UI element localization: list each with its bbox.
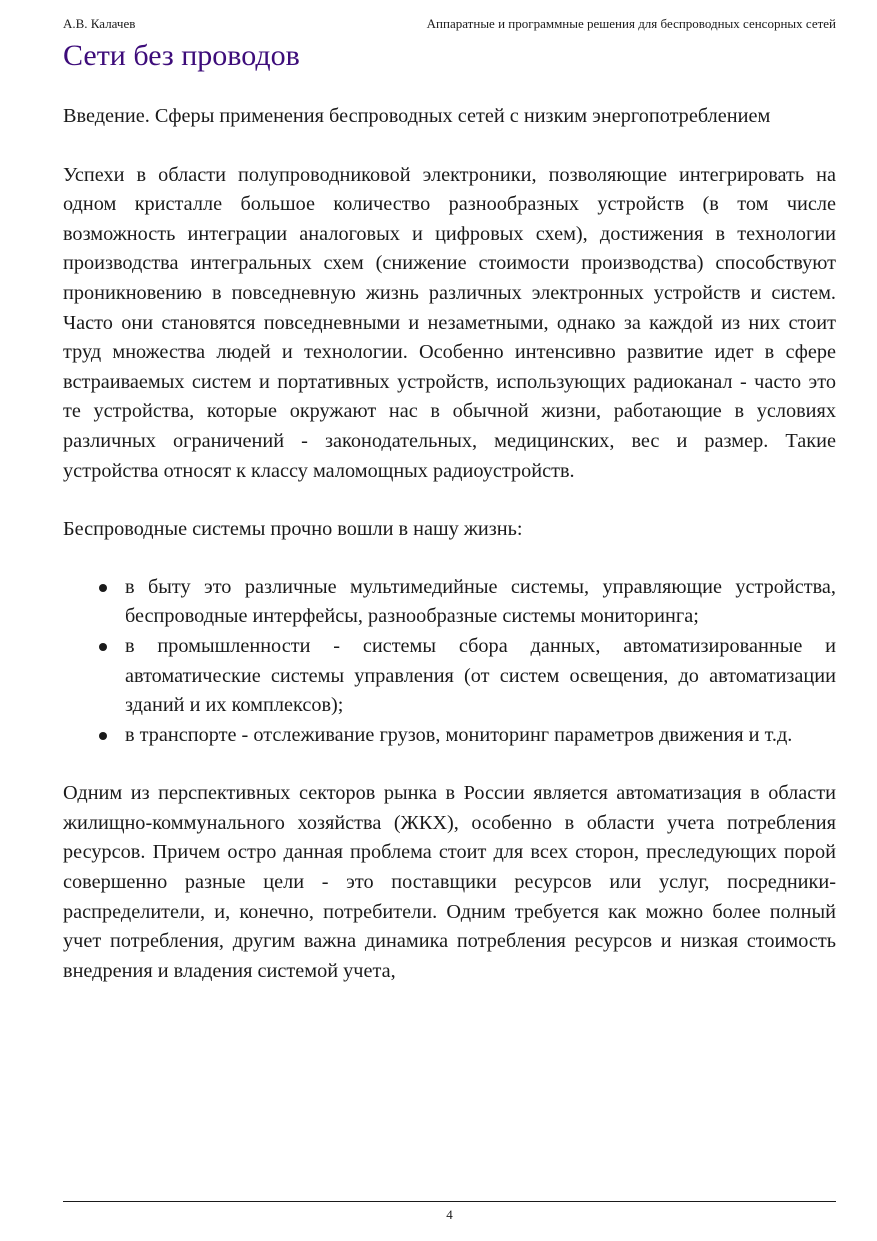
bullet-item	[63, 573, 836, 632]
bullet-dot-icon	[99, 643, 107, 651]
bullet-item	[63, 721, 836, 751]
bullet-list	[63, 573, 836, 751]
page-number: 4	[446, 1207, 453, 1222]
section-heading: Введение. Сферы применения беспроводных сетей с низким энергопотреблением	[63, 105, 771, 127]
header-author: А.В. Калачев	[63, 16, 136, 31]
bullet-text: в промышленности - системы сбора данных, автоматизированные и автоматические системы управления (от систем освещения, до автоматизации зданий и их комплексов);	[125, 634, 836, 717]
bullet-dot-icon	[99, 584, 107, 592]
bullet-text: в быту это различные мультимедийные системы, управляющие устройства, беспроводные интерфейсы, разнообразные системы мониторинга;	[125, 575, 836, 628]
bullet-dot-icon	[99, 732, 107, 740]
chapter-title: Сети без проводов	[63, 39, 300, 72]
bullet-text: в транспорте - отслеживание грузов, мониторинг параметров движения и т.д.	[125, 723, 793, 746]
header-book-title: Аппаратные и программные решения для беспроводных сенсорных сетей	[426, 16, 836, 31]
page-content	[63, 102, 836, 986]
bullet-item	[63, 632, 836, 721]
footer-divider	[63, 1201, 836, 1202]
paragraph-closing: Одним из перспективных секторов рынка в России является автоматизация в области жилищно-коммунального хозяйства (ЖКХ), особенно в области учета потребления ресурсов. Причем остро данная проблема стоит для всех сторон, преследующих порой совершенно разные цели - это поставщики ресурсов или услуг, посредники-распределители, и, конечно, потребители. Одним требуется как можно более полный учет потребления, другим важна динамика потребления ресурсов и низкая стоимость внедрения и владения системой учета,	[63, 782, 836, 982]
paragraph-lead: Беспроводные системы прочно вошли в нашу жизнь:	[63, 518, 523, 541]
paragraph-intro: Успехи в области полупроводниковой электроники, позволяющие интегрировать на одном кристалле большое количество разнообразных устройств (в том числе возможность интеграции аналоговых и цифровых схем), достижения в технологии производства интегральных схем (снижение стоимости производства) способствуют проникновению в повседневную жизнь различных электронных устройств и систем. Часто они становятся повседневными и незаметными, однако за каждой из них стоит труд множества людей и технологии. Особенно интенсивно развитие идет в сфере встраиваемых систем и портативных устройств, использующих радиоканал - часто это те устройства, которые окружают нас в обычной жизни, работающие в условиях различных ограничений - законодательных, медицинских, вес и размер. Такие устройства относят к классу маломощных радиоустройств.	[63, 163, 836, 482]
